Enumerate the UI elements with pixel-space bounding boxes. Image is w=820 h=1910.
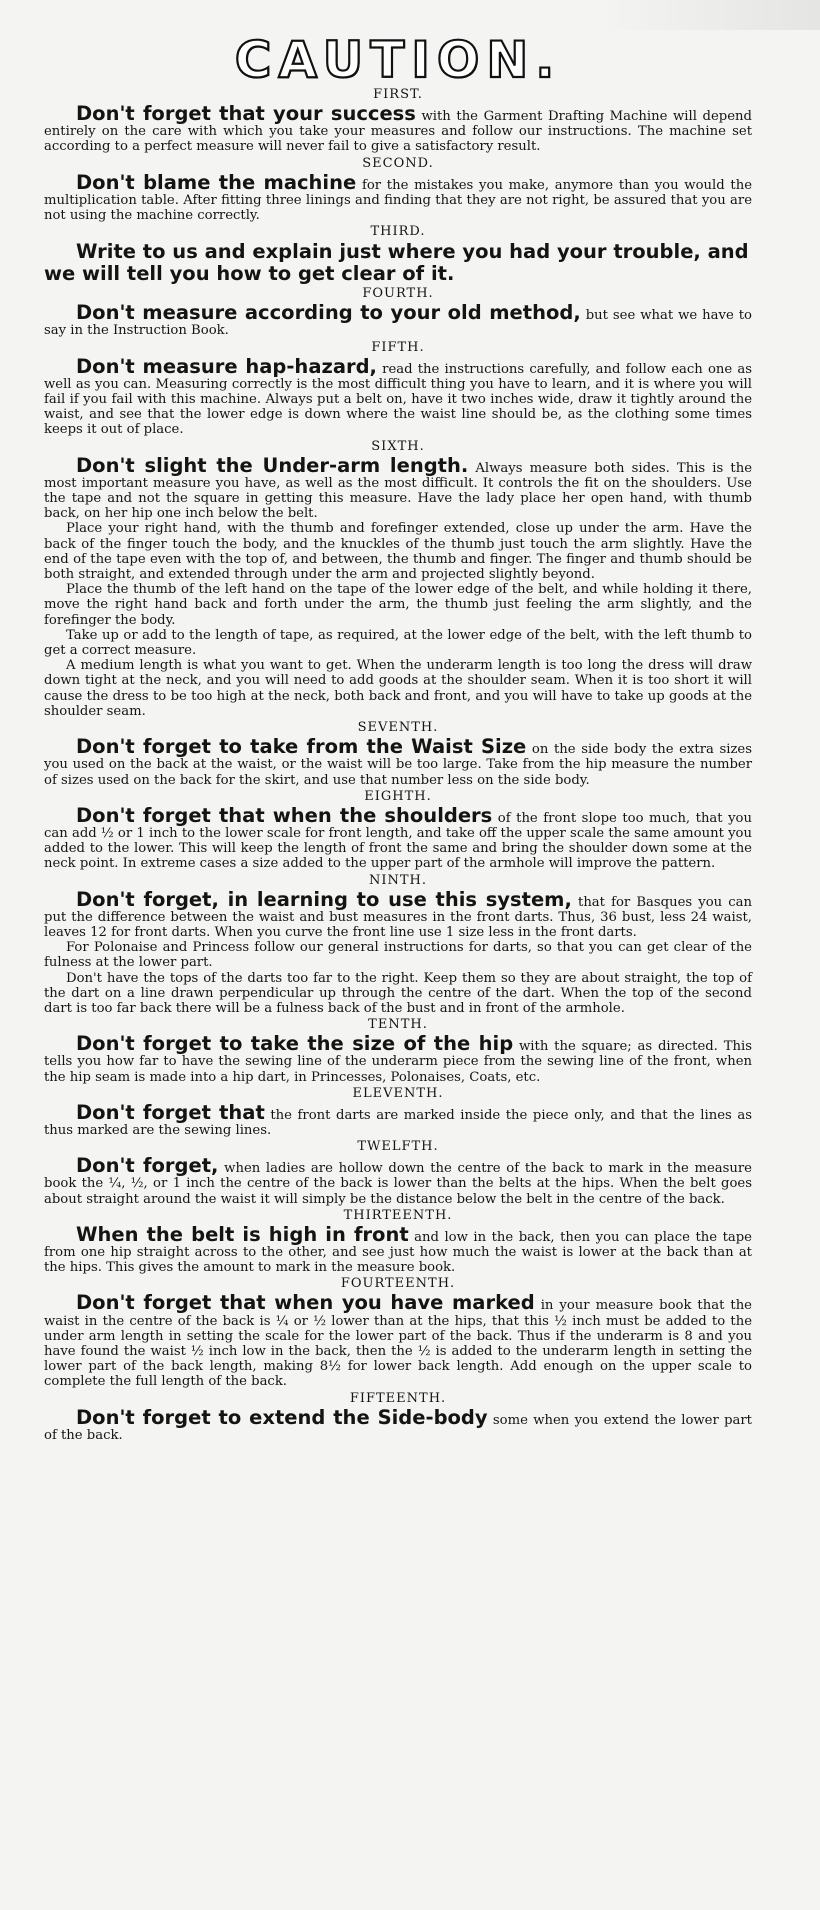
section-text: on the side body the extra sizes you used on the back at the waist, or the waist will be too large. Take from the hip measure the number of sizes used on the back for the skirt, and use that number less on the side body.	[44, 742, 752, 788]
section-text: read the instructions carefully, and follow each one as well as you can. Measuring correctly is the most difficult thing you have to learn, and it is where you will fail if you fail with this machine. Always put a belt on, have it two inches wide, draw it tightly around the waist, and see that the lower edge is down where the waist line should be, as the clothing some times keeps it out of place.	[44, 361, 752, 438]
section-text: in your measure book that the waist in the centre of the back is ¼ or ½ lower than at the hips, that this ½ inch must be added to the under arm length in setting the scale for the lower part of the back. Thus if the underarm is 8 and you have found the waist ½ inch low in the back, then the ½ is added to the underarm length in setting the lower part of the back length, making 8½ for lower back length. Add enough on the upper scale to complete the full length of the back.	[44, 1298, 752, 1390]
section-body	[44, 104, 752, 155]
section-text: with the square; as directed. This tells you how far to have the sewing line of the underarm piece from the sewing line of the front, when the hip seam is made into a hip dart, in Princesses, Polonaises, Coats, etc.	[44, 1039, 752, 1085]
section-text: but see what we have to say in the Instruction Book.	[44, 308, 752, 339]
section-text: with the Garment Drafting Machine will depend entirely on the care with which you take your measures and follow our instructions. The machine set according to a perfect measure will never fail to give a satisfactory result.	[44, 109, 752, 155]
section-10	[44, 1017, 752, 1085]
section-body	[44, 453, 753, 522]
section-lead: Don't measure according to your old method,	[76, 301, 581, 325]
section-lead: Don't blame the machine	[76, 170, 357, 194]
section-label: THIRD.	[370, 224, 426, 240]
section-label: EIGHTH.	[364, 788, 432, 804]
section-body	[44, 1100, 752, 1138]
section-lead: Don't measure hap-hazard,	[76, 354, 377, 378]
section-3	[44, 224, 752, 285]
section-9	[44, 873, 752, 1017]
section-lead: Don't forget,	[76, 1154, 219, 1178]
section-heading-statement: Write to us and explain just where you had your trouble, and we will tell you how to get clear of it.	[44, 240, 749, 286]
section-text: and low in the back, then you can place the tape from one hip straight across to the other, and see just how much the waist is lower at the back than at the hips. This gives the amount to mark in the measure book.	[44, 1229, 752, 1276]
section-5	[44, 340, 752, 438]
section-paragraph: Take up or add to the length of tape, as required, at the lower edge of the belt, with the left thumb to get a correct measure.	[44, 627, 752, 659]
section-text: of the front slope too much, that you can add ½ or 1 inch to the lower scale for front length, and take off the upper scale the same amount you added to the lower. This will keep the length of front the same and bring the shoulder down some at the neck point. In extreme cases a size added to the upper part of the armhole will improve the pattern.	[44, 810, 752, 872]
section-body	[44, 737, 752, 788]
section-13	[44, 1208, 752, 1276]
section-label: FOURTEENTH.	[340, 1276, 456, 1292]
section-lead: Don't forget that when you have marked	[76, 1291, 535, 1315]
section-label: FIRST.	[373, 87, 423, 102]
section-label: TWELFTH.	[357, 1139, 439, 1155]
section-text: when ladies are hollow down the centre of the back to mark in the measure book the ¼, ½, or 1 inch the centre of the back is lower than the belts at the hips. When the belt goes about straight around the waist it will simply be the distance below the belt in the centre of the back.	[44, 1161, 752, 1207]
caution-title: CAUTION.	[234, 31, 562, 89]
paper-grain	[600, 0, 820, 30]
section-6	[44, 439, 752, 719]
section-body	[44, 1405, 752, 1443]
section-lead: Don't forget that when the shoulders	[76, 803, 493, 827]
section-label: THIRTEENTH.	[343, 1207, 453, 1223]
section-body	[44, 803, 752, 872]
section-text: that for Basques you can put the difference between the waist and bust measures in the front darts. Thus, 36 bust, less 24 waist, leaves 12 for front darts. When you curve the front line use 1 size less in the front darts.	[44, 894, 752, 940]
section-text: for the mistakes you make, anymore than you would the multiplication table. After fitting three linings and finding that they are not right, be assured that you are not using the machine correctly.	[44, 177, 753, 224]
section-body	[44, 1222, 752, 1276]
section-label: SEVENTH.	[357, 720, 439, 736]
section-label: FIFTEENTH.	[349, 1390, 447, 1406]
section-paragraph: Don't have the tops of the darts too far to the right. Keep them so they are about straight, the top of the dart on a line drawn perpendicular up through the centre of the dart. When the top of the second dart is too far back there will be a fulness back of the bust and in front of the armhole.	[44, 970, 752, 1016]
section-11	[44, 1086, 752, 1138]
section-text: the front darts are marked inside the piece only, and that the lines as thus marked are the sewing lines.	[44, 1107, 752, 1138]
section-label: FIFTH.	[371, 339, 425, 355]
section-label: NINTH.	[368, 872, 428, 888]
section-lead: Don't forget to take from the Waist Size	[76, 735, 527, 759]
section-paragraph: A medium length is what you want to get. When the underarm length is too long the dress will draw down tight at the neck, and you will need to add goods at the shoulder seam. When it is too short it will cause the dress to be too high at the neck, both back and front, and you will have to take up goods at the shoulder seam.	[44, 658, 752, 719]
section-lead: Don't forget that your success	[76, 102, 416, 125]
section-lead: Don't forget to take the size of the hip	[76, 1032, 514, 1056]
section-lead: Don't forget to extend the Side-body	[76, 1405, 488, 1429]
section-lead: Don't slight the Under-arm length.	[76, 453, 469, 477]
section-14	[44, 1276, 752, 1389]
section-body	[44, 354, 752, 438]
section-lead: Don't forget that	[76, 1100, 265, 1124]
section-label: SIXTH.	[371, 438, 425, 454]
section-label: ELEVENTH.	[352, 1085, 444, 1101]
section-body	[44, 1293, 752, 1389]
section-lead: Don't forget, in learning to use this system,	[76, 887, 572, 911]
section-body	[44, 170, 753, 224]
section-text: Always measure both sides. This is the most important measure you have, as well as the most difficult. It controls the fit on the shoulders. Use the tape and not the square in getting this measure. Have the lady place her open hand, with thumb back, on her hip one inch below the belt.	[44, 460, 753, 522]
section-paragraph: For Polonaise and Princess follow our general instructions for darts, so that you can get clear of the fulness at the lower part.	[44, 940, 752, 971]
section-12	[44, 1139, 752, 1207]
section-label: SECOND.	[362, 155, 434, 171]
section-body	[44, 1034, 752, 1085]
caution-sections	[44, 87, 752, 1443]
section-paragraph: Place the thumb of the left hand on the tape of the lower edge of the belt, and while holding it there, move the right hand back and forth under the arm, the thumb just feeling the arm slightly, and the forefinger the body.	[44, 582, 752, 628]
section-4	[44, 286, 752, 338]
section-body	[44, 1156, 752, 1207]
section-label: TENTH.	[368, 1017, 428, 1033]
section-8	[44, 789, 752, 872]
section-body	[44, 303, 752, 338]
section-2	[44, 156, 752, 224]
section-text: some when you extend the lower part of the back.	[44, 1412, 752, 1443]
section-7	[44, 720, 752, 788]
section-body	[44, 887, 752, 941]
section-paragraph: Place your right hand, with the thumb and forefinger extended, close up under the arm. Have the back of the finger touch the body, and the knuckles of the thumb just touch the arm slightly. Have the end of the tape even with the top of, and between, the thumb and finger. The finger and thumb should be both straight, and extended through under the arm and projected slightly beyond.	[44, 521, 752, 583]
section-15	[44, 1391, 752, 1443]
section-lead: When the belt is high in front	[76, 1222, 409, 1246]
section-1	[44, 87, 752, 155]
section-label: FOURTH.	[362, 286, 434, 302]
